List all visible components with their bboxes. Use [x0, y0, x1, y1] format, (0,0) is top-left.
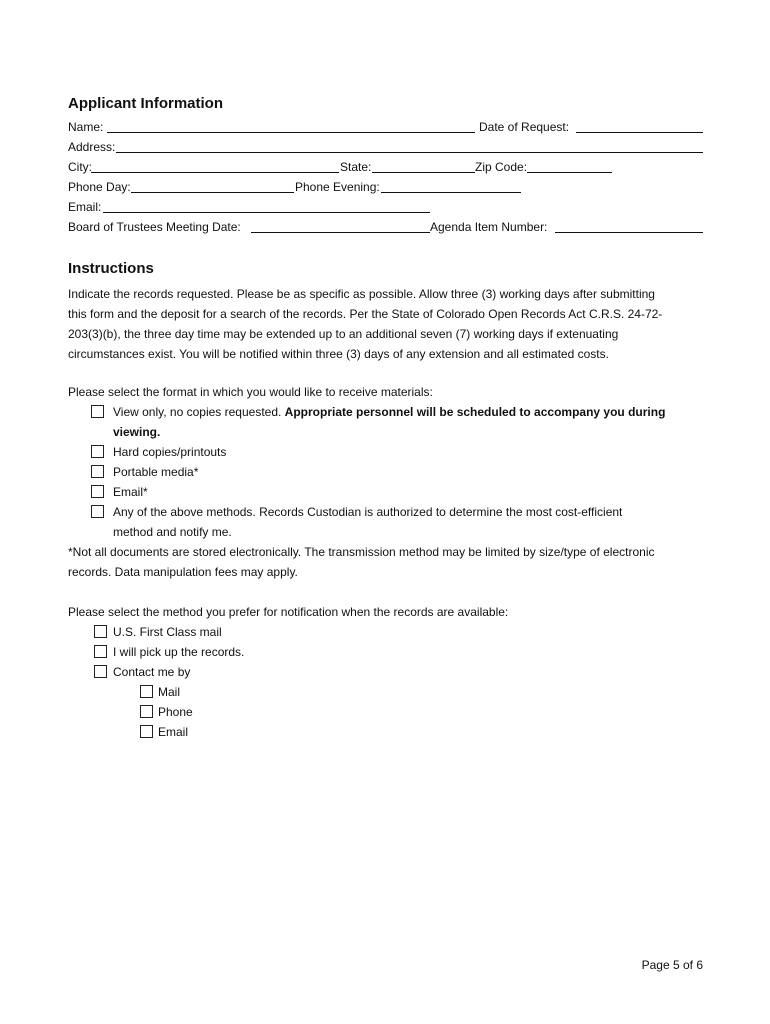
- instructions-line: Indicate the records requested. Please be as specific as possible. Allow three (3) working days after submitting: [68, 287, 655, 301]
- contact-me-label: Contact me by: [113, 665, 191, 679]
- meeting-date-field[interactable]: [251, 232, 430, 233]
- state-field[interactable]: [372, 172, 475, 173]
- hard-copies-checkbox[interactable]: [91, 445, 104, 458]
- format-footnote: *Not all documents are stored electronically. The transmission method may be limited by size/type of electronic: [68, 545, 655, 559]
- view-only-option: [113, 402, 665, 422]
- phone-evening-field[interactable]: [381, 192, 521, 193]
- first-class-mail-checkbox[interactable]: [94, 625, 107, 638]
- email-label: Email:: [68, 200, 102, 214]
- view-only-note: Appropriate personnel will be scheduled to accompany you during: [284, 405, 666, 419]
- state-label: State:: [340, 160, 372, 174]
- email-field[interactable]: [103, 212, 430, 213]
- any-method-label-cont: method and notify me.: [113, 525, 232, 539]
- contact-mail-label: Mail: [158, 685, 181, 699]
- any-method-label: Any of the above methods. Records Custodian is authorized to determine the most cost-efficient: [113, 505, 623, 519]
- pick-up-label: I will pick up the records.: [113, 645, 245, 659]
- instructions-paragraph: [68, 284, 696, 364]
- email-format-label: Email*: [113, 485, 148, 499]
- page-number: Page 5 of 6: [641, 958, 703, 972]
- phone-day-field[interactable]: [131, 192, 294, 193]
- contact-phone-checkbox[interactable]: [140, 705, 153, 718]
- view-only-note-cont: viewing.: [113, 425, 161, 439]
- instructions-line: circumstances exist. You will be notified within three (3) days of any extension and all estimated costs.: [68, 347, 609, 361]
- view-only-label: View only, no copies requested.: [113, 405, 285, 419]
- form-page: [68, 0, 703, 1024]
- contact-mail-checkbox[interactable]: [140, 685, 153, 698]
- name-field[interactable]: [107, 132, 475, 133]
- email-format-checkbox[interactable]: [91, 485, 104, 498]
- contact-email-checkbox[interactable]: [140, 725, 153, 738]
- phone-evening-label: Phone Evening:: [295, 180, 380, 194]
- address-field[interactable]: [116, 152, 703, 153]
- meeting-date-label: Board of Trustees Meeting Date:: [68, 220, 241, 234]
- pick-up-checkbox[interactable]: [94, 645, 107, 658]
- address-row: [68, 139, 703, 156]
- meeting-agenda-row: [68, 219, 703, 236]
- city-state-zip-row: [68, 159, 703, 176]
- city-field[interactable]: [91, 172, 339, 173]
- contact-email-label: Email: [158, 725, 189, 739]
- instructions-line: this form and the deposit for a search of the records. Per the State of Colorado Open Records Act C.R.S. 24-72-: [68, 307, 663, 321]
- zip-code-field[interactable]: [527, 172, 612, 173]
- date-of-request-field[interactable]: [576, 132, 703, 133]
- phone-row: [68, 179, 703, 196]
- notification-prompt: Please select the method you prefer for notification when the records are available:: [68, 605, 509, 619]
- address-label: Address:: [68, 140, 116, 154]
- portable-media-checkbox[interactable]: [91, 465, 104, 478]
- contact-phone-label: Phone: [158, 705, 193, 719]
- name-row: [68, 119, 703, 136]
- hard-copies-label: Hard copies/printouts: [113, 445, 227, 459]
- view-only-checkbox[interactable]: [91, 405, 104, 418]
- format-footnote-cont: records. Data manipulation fees may apply.: [68, 565, 298, 579]
- zip-code-label: Zip Code:: [475, 160, 528, 174]
- portable-media-label: Portable media*: [113, 465, 199, 479]
- instructions-line: 203(3)(b), the three day time may be extended up to an additional seven (7) working days if extenuating: [68, 327, 619, 341]
- instructions-heading: Instructions: [68, 260, 154, 277]
- applicant-info-heading: Applicant Information: [68, 95, 223, 112]
- agenda-item-label: Agenda Item Number:: [430, 220, 548, 234]
- date-of-request-label: Date of Request:: [479, 120, 570, 134]
- first-class-mail-label: U.S. First Class mail: [113, 625, 222, 639]
- city-label: City:: [68, 160, 92, 174]
- contact-me-checkbox[interactable]: [94, 665, 107, 678]
- email-row: [68, 199, 703, 216]
- phone-day-label: Phone Day:: [68, 180, 131, 194]
- agenda-item-field[interactable]: [555, 232, 703, 233]
- any-method-checkbox[interactable]: [91, 505, 104, 518]
- format-prompt: Please select the format in which you would like to receive materials:: [68, 385, 433, 399]
- name-label: Name:: [68, 120, 104, 134]
